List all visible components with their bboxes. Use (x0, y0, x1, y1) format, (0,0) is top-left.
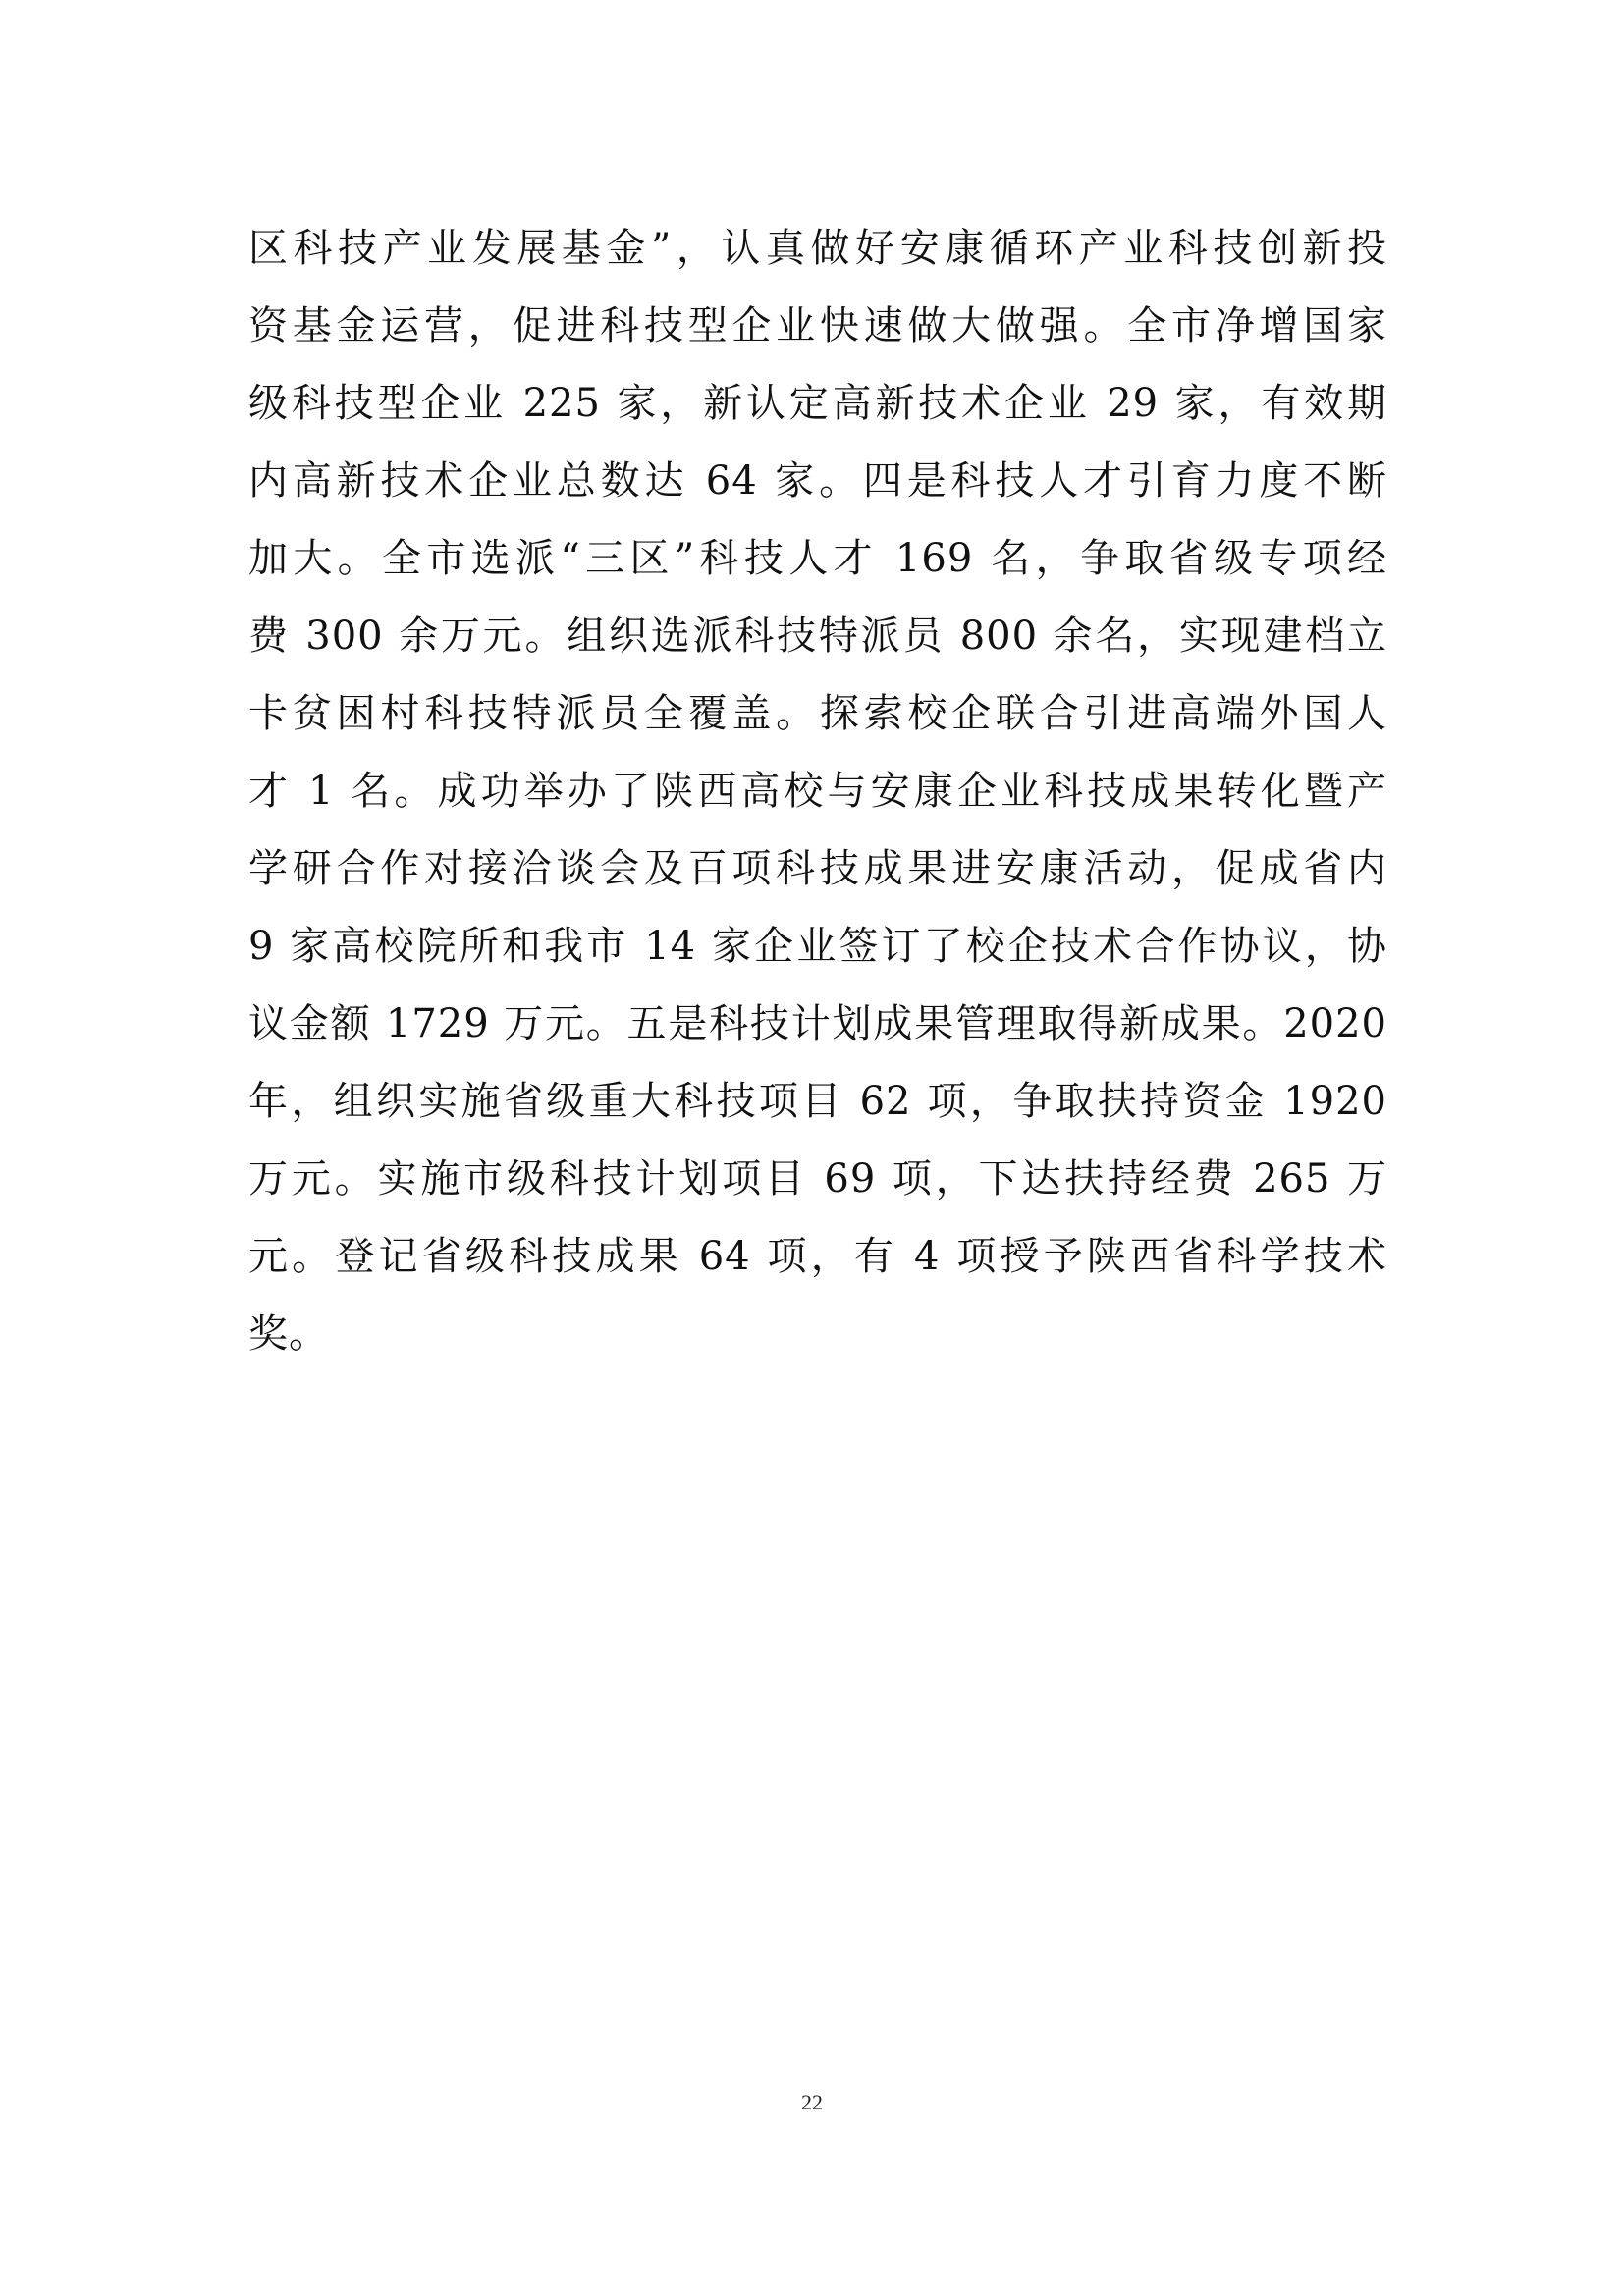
text-line: 9 家高校院所和我市 14 家企业签订了校企技术合作协议，协 (248, 924, 1387, 969)
body-paragraph (248, 210, 1387, 1373)
text-line: 级科技型企业 225 家，新认定高新技术企业 29 家，有效期 (248, 381, 1387, 426)
text-line: 才 1 名。成功举办了陕西高校与安康企业科技成果转化暨产 (248, 769, 1387, 814)
text-line: 费 300 余万元。组织选派科技特派员 800 余名，实现建档立 (248, 614, 1387, 659)
text-line: 资基金运营，促进科技型企业快速做大做强。全市净增国家 (248, 303, 1387, 348)
text-line: 元。登记省级科技成果 64 项，有 4 项授予陕西省科学技术 (248, 1234, 1387, 1279)
text-line: 加大。全市选派“三区”科技人才 169 名，争取省级专项经 (248, 536, 1387, 581)
text-line: 年，组织实施省级重大科技项目 62 项，争取扶持资金 1920 (248, 1079, 1387, 1124)
text-line: 卡贫困村科技特派员全覆盖。探索校企联合引进高端外国人 (248, 691, 1387, 736)
text-line: 区科技产业发展基金”，认真做好安康循环产业科技创新投 (248, 226, 1387, 271)
page-number: 22 (801, 2090, 823, 2114)
text-line: 学研合作对接洽谈会及百项科技成果进安康活动，促成省内 (248, 846, 1387, 891)
text-line: 内高新技术企业总数达 64 家。四是科技人才引育力度不断 (248, 458, 1387, 504)
text-line: 奖。 (248, 1311, 329, 1357)
text-line: 万元。实施市级科技计划项目 69 项，下达扶持经费 265 万 (248, 1156, 1387, 1201)
text-line: 议金额 1729 万元。五是科技计划成果管理取得新成果。2020 (248, 1001, 1387, 1046)
